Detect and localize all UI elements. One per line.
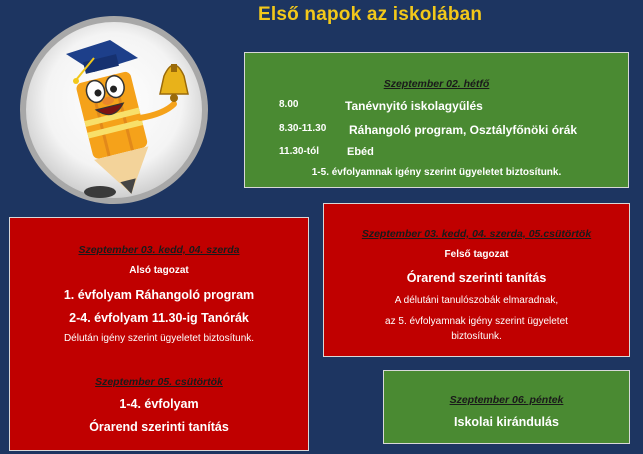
schedule-time: 11.30-tól: [279, 146, 320, 157]
schedule-desc: Ráhangoló program, Osztályfőnöki órák: [349, 123, 578, 137]
upper-school-note2: az 5. évfolyamnak igény szerint ügyeletet: [385, 316, 568, 327]
lower-school-line1: 1. évfolyam Ráhangoló program: [63, 288, 255, 302]
upper-school-box: [323, 203, 630, 357]
lower-school-line3: 1-4. évfolyam: [119, 397, 199, 411]
monday-note: 1-5. évfolyamnak igény szerint ügyeletet biztosítunk.: [311, 167, 562, 178]
lower-school-header2: Szeptember 05. csütörtök: [95, 376, 223, 388]
upper-school-line1: Órarend szerinti tanítás: [406, 271, 547, 285]
schedule-time: 8.30-11.30: [279, 123, 327, 134]
lower-school-note: Délután igény szerint ügyeletet biztosítunk.: [63, 333, 255, 344]
friday-header: Szeptember 06. péntek: [449, 394, 564, 406]
schedule-desc: Tanévnyitó iskolagyűlés: [345, 99, 483, 113]
friday-box: [383, 370, 630, 444]
upper-school-note1: A délutáni tanulószobák elmaradnak,: [394, 295, 559, 306]
monday-header: Szeptember 02. hétfő: [383, 78, 490, 90]
upper-school-header: Szeptember 03. kedd, 04. szerda, 05.csütörtök: [361, 228, 592, 240]
monday-schedule-box: [244, 52, 629, 188]
schedule-time: 8.00: [279, 99, 299, 110]
lower-school-box: [9, 217, 309, 451]
friday-line1: Iskolai kirándulás: [454, 415, 559, 429]
schedule-desc: Ebéd: [347, 146, 374, 158]
lower-school-group: Alsó tagozat: [129, 265, 189, 276]
upper-school-note3: biztosítunk.: [451, 331, 502, 342]
page-title: Első napok az iskolában: [258, 4, 483, 25]
pencil-mascot-icon: [14, 14, 214, 206]
lower-school-line4: Órarend szerinti tanítás: [89, 420, 229, 434]
lower-school-line2: 2-4. évfolyam 11.30-ig Tanórák: [69, 311, 249, 325]
lower-school-header: Szeptember 03. kedd, 04. szerda: [78, 244, 240, 256]
upper-school-group: Felső tagozat: [444, 249, 509, 260]
